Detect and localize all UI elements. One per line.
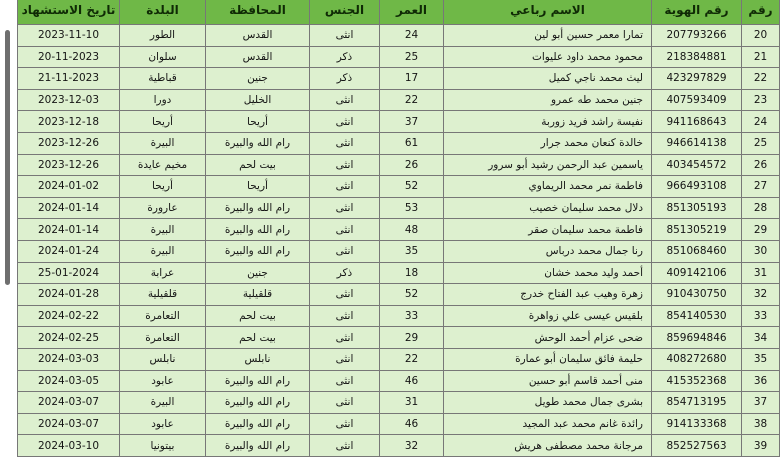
cell-id-number: 966493108 (652, 176, 742, 198)
cell-index: 28 (742, 197, 780, 219)
cell-id-number: 851305193 (652, 197, 742, 219)
cell-gender: انثى (310, 413, 380, 435)
cell-id-number: 859694846 (652, 327, 742, 349)
cell-full-name: حليمة فائق سليمان أبو عمارة (444, 348, 652, 370)
cell-gender: انثى (310, 111, 380, 133)
cell-gender: انثى (310, 348, 380, 370)
cell-age: 35 (380, 240, 444, 262)
cell-gender: انثى (310, 435, 380, 457)
cell-town: أريحا (120, 176, 206, 198)
cell-index: 36 (742, 370, 780, 392)
cell-id-number: 941168643 (652, 111, 742, 133)
cell-governorate: بيت لحم (206, 305, 310, 327)
cell-age: 31 (380, 392, 444, 414)
table-row (18, 176, 780, 198)
cell-governorate: أريحا (206, 111, 310, 133)
table-row (18, 132, 780, 154)
header-town: البلدة (120, 0, 206, 25)
cell-id-number: 946614138 (652, 132, 742, 154)
cell-full-name: بشرى جمال محمد طويل (444, 392, 652, 414)
header-index: رقم (742, 0, 780, 25)
cell-town: التعامرة (120, 327, 206, 349)
cell-date: 2024-03-07 (18, 413, 120, 435)
cell-governorate: القدس (206, 46, 310, 68)
vertical-scrollbar[interactable] (0, 0, 14, 470)
cell-governorate: القدس (206, 25, 310, 47)
cell-full-name: فاطمة نمر محمد الريماوي (444, 176, 652, 198)
cell-index: 31 (742, 262, 780, 284)
cell-index: 20 (742, 25, 780, 47)
cell-date: 2023-12-26 (18, 154, 120, 176)
cell-index: 30 (742, 240, 780, 262)
header-governorate: المحافظة (206, 0, 310, 25)
cell-date: 2023-12-26 (18, 132, 120, 154)
cell-id-number: 408272680 (652, 348, 742, 370)
cell-id-number: 423297829 (652, 68, 742, 90)
cell-gender: ذكر (310, 46, 380, 68)
cell-gender: انثى (310, 197, 380, 219)
cell-index: 25 (742, 132, 780, 154)
cell-governorate: قلقيلية (206, 284, 310, 306)
cell-date: 2024-01-02 (18, 176, 120, 198)
cell-date: 2024-03-10 (18, 435, 120, 457)
cell-id-number: 218384881 (652, 46, 742, 68)
cell-date: 20-11-2023 (18, 46, 120, 68)
cell-age: 61 (380, 132, 444, 154)
cell-town: قباطية (120, 68, 206, 90)
cell-governorate: رام الله والبيرة (206, 240, 310, 262)
cell-date: 2024-02-25 (18, 327, 120, 349)
cell-index: 21 (742, 46, 780, 68)
cell-age: 52 (380, 284, 444, 306)
cell-town: عابود (120, 413, 206, 435)
table-row (18, 25, 780, 47)
cell-age: 33 (380, 305, 444, 327)
header-gender: الجنس (310, 0, 380, 25)
cell-gender: انثى (310, 370, 380, 392)
cell-index: 26 (742, 154, 780, 176)
cell-full-name: بلقيس عيسى علي زواهرة (444, 305, 652, 327)
cell-id-number: 415352368 (652, 370, 742, 392)
cell-age: 18 (380, 262, 444, 284)
cell-gender: انثى (310, 327, 380, 349)
cell-index: 32 (742, 284, 780, 306)
cell-governorate: رام الله والبيرة (206, 197, 310, 219)
cell-index: 33 (742, 305, 780, 327)
cell-full-name: ليث محمد ناجي كميل (444, 68, 652, 90)
cell-town: نابلس (120, 348, 206, 370)
scrollbar-thumb[interactable] (5, 30, 10, 285)
header-full-name: الاسم رباعي (444, 0, 652, 25)
cell-date: 2024-03-03 (18, 348, 120, 370)
cell-gender: انثى (310, 392, 380, 414)
cell-date: 2024-01-14 (18, 219, 120, 241)
cell-full-name: خالدة كنعان محمد جرار (444, 132, 652, 154)
cell-full-name: ضحى عزام أحمد الوحش (444, 327, 652, 349)
cell-governorate: رام الله والبيرة (206, 413, 310, 435)
cell-gender: انثى (310, 176, 380, 198)
cell-town: الطور (120, 25, 206, 47)
cell-gender: انثى (310, 284, 380, 306)
cell-age: 22 (380, 89, 444, 111)
table-row (18, 348, 780, 370)
cell-town: البيرة (120, 240, 206, 262)
cell-age: 29 (380, 327, 444, 349)
cell-gender: انثى (310, 89, 380, 111)
cell-date: 2024-03-05 (18, 370, 120, 392)
cell-id-number: 852527563 (652, 435, 742, 457)
cell-governorate: نابلس (206, 348, 310, 370)
cell-town: عابود (120, 370, 206, 392)
cell-index: 39 (742, 435, 780, 457)
cell-governorate: بيت لحم (206, 154, 310, 176)
cell-id-number: 854140530 (652, 305, 742, 327)
table-row (18, 111, 780, 133)
table-row (18, 240, 780, 262)
cell-age: 32 (380, 435, 444, 457)
cell-town: التعامرة (120, 305, 206, 327)
cell-full-name: منى أحمد قاسم أبو حسين (444, 370, 652, 392)
table-row (18, 327, 780, 349)
cell-date: 2024-01-24 (18, 240, 120, 262)
table-row (18, 46, 780, 68)
cell-id-number: 851068460 (652, 240, 742, 262)
cell-full-name: رنا جمال محمد درباس (444, 240, 652, 262)
table-row (18, 284, 780, 306)
cell-age: 26 (380, 154, 444, 176)
cell-date: 2023-12-18 (18, 111, 120, 133)
cell-full-name: رائدة غانم محمد عبد المجيد (444, 413, 652, 435)
cell-full-name: ياسمين عبد الرحمن رشيد أبو سرور (444, 154, 652, 176)
cell-id-number: 407593409 (652, 89, 742, 111)
cell-index: 35 (742, 348, 780, 370)
cell-date: 21-11-2023 (18, 68, 120, 90)
cell-index: 22 (742, 68, 780, 90)
table-row (18, 68, 780, 90)
table-row (18, 197, 780, 219)
cell-town: البيرة (120, 219, 206, 241)
cell-town: البيرة (120, 392, 206, 414)
header-date: تاريخ الاستشهاد (18, 0, 120, 25)
cell-town: أريحا (120, 111, 206, 133)
cell-index: 29 (742, 219, 780, 241)
victims-table (17, 0, 780, 457)
cell-governorate: جنين (206, 262, 310, 284)
cell-governorate: رام الله والبيرة (206, 370, 310, 392)
table-row (18, 370, 780, 392)
cell-governorate: أريحا (206, 176, 310, 198)
cell-full-name: نفيسة راشد فريد زوربة (444, 111, 652, 133)
cell-age: 37 (380, 111, 444, 133)
cell-gender: انثى (310, 240, 380, 262)
cell-age: 46 (380, 370, 444, 392)
cell-id-number: 854713195 (652, 392, 742, 414)
cell-id-number: 409142106 (652, 262, 742, 284)
cell-gender: ذكر (310, 68, 380, 90)
cell-full-name: تمارا معمر حسين أبو لين (444, 25, 652, 47)
cell-index: 24 (742, 111, 780, 133)
cell-full-name: فاطمة محمد سليمان صقر (444, 219, 652, 241)
cell-id-number: 207793266 (652, 25, 742, 47)
cell-full-name: مرجانة محمد مصطفى هريش (444, 435, 652, 457)
cell-gender: انثى (310, 219, 380, 241)
table-row (18, 154, 780, 176)
cell-index: 34 (742, 327, 780, 349)
table-header-row (18, 0, 780, 25)
table-row (18, 435, 780, 457)
cell-age: 22 (380, 348, 444, 370)
cell-age: 24 (380, 25, 444, 47)
cell-age: 46 (380, 413, 444, 435)
table-row (18, 392, 780, 414)
cell-gender: انثى (310, 154, 380, 176)
header-id-number: رقم الهوية (652, 0, 742, 25)
cell-date: 2024-03-07 (18, 392, 120, 414)
cell-gender: انثى (310, 305, 380, 327)
cell-full-name: أحمد وليد محمد خشان (444, 262, 652, 284)
table-row (18, 305, 780, 327)
cell-town: مخيم عايدة (120, 154, 206, 176)
cell-index: 38 (742, 413, 780, 435)
cell-date: 2024-02-22 (18, 305, 120, 327)
table-row (18, 89, 780, 111)
cell-index: 23 (742, 89, 780, 111)
cell-age: 17 (380, 68, 444, 90)
cell-id-number: 403454572 (652, 154, 742, 176)
cell-governorate: رام الله والبيرة (206, 219, 310, 241)
cell-full-name: محمود محمد داود عليوات (444, 46, 652, 68)
cell-full-name: زهرة وهيب عبد الفتاح خدرج (444, 284, 652, 306)
table-row (18, 413, 780, 435)
cell-date: 2024-01-14 (18, 197, 120, 219)
cell-id-number: 914133368 (652, 413, 742, 435)
cell-governorate: الخليل (206, 89, 310, 111)
cell-governorate: بيت لحم (206, 327, 310, 349)
cell-age: 52 (380, 176, 444, 198)
cell-governorate: جنين (206, 68, 310, 90)
cell-date: 2023-12-03 (18, 89, 120, 111)
cell-id-number: 851305219 (652, 219, 742, 241)
cell-age: 53 (380, 197, 444, 219)
cell-date: 25-01-2024 (18, 262, 120, 284)
cell-governorate: رام الله والبيرة (206, 392, 310, 414)
cell-full-name: دلال محمد سليمان خصيب (444, 197, 652, 219)
cell-gender: انثى (310, 25, 380, 47)
cell-age: 25 (380, 46, 444, 68)
cell-town: عارورة (120, 197, 206, 219)
cell-date: 2024-01-28 (18, 284, 120, 306)
cell-town: بيتونيا (120, 435, 206, 457)
cell-town: سلوان (120, 46, 206, 68)
cell-index: 27 (742, 176, 780, 198)
cell-governorate: رام الله والبيرة (206, 435, 310, 457)
table-container (14, 0, 780, 470)
cell-town: قلقيلية (120, 284, 206, 306)
cell-town: عرابة (120, 262, 206, 284)
cell-date: 2023-11-10 (18, 25, 120, 47)
cell-index: 37 (742, 392, 780, 414)
cell-id-number: 910430750 (652, 284, 742, 306)
cell-full-name: جنين محمد طه عمرو (444, 89, 652, 111)
cell-governorate: رام الله والبيرة (206, 132, 310, 154)
cell-town: البيرة (120, 132, 206, 154)
header-age: العمر (380, 0, 444, 25)
table-row (18, 262, 780, 284)
cell-town: دورا (120, 89, 206, 111)
cell-age: 48 (380, 219, 444, 241)
cell-gender: ذكر (310, 262, 380, 284)
table-row (18, 219, 780, 241)
cell-gender: انثى (310, 132, 380, 154)
